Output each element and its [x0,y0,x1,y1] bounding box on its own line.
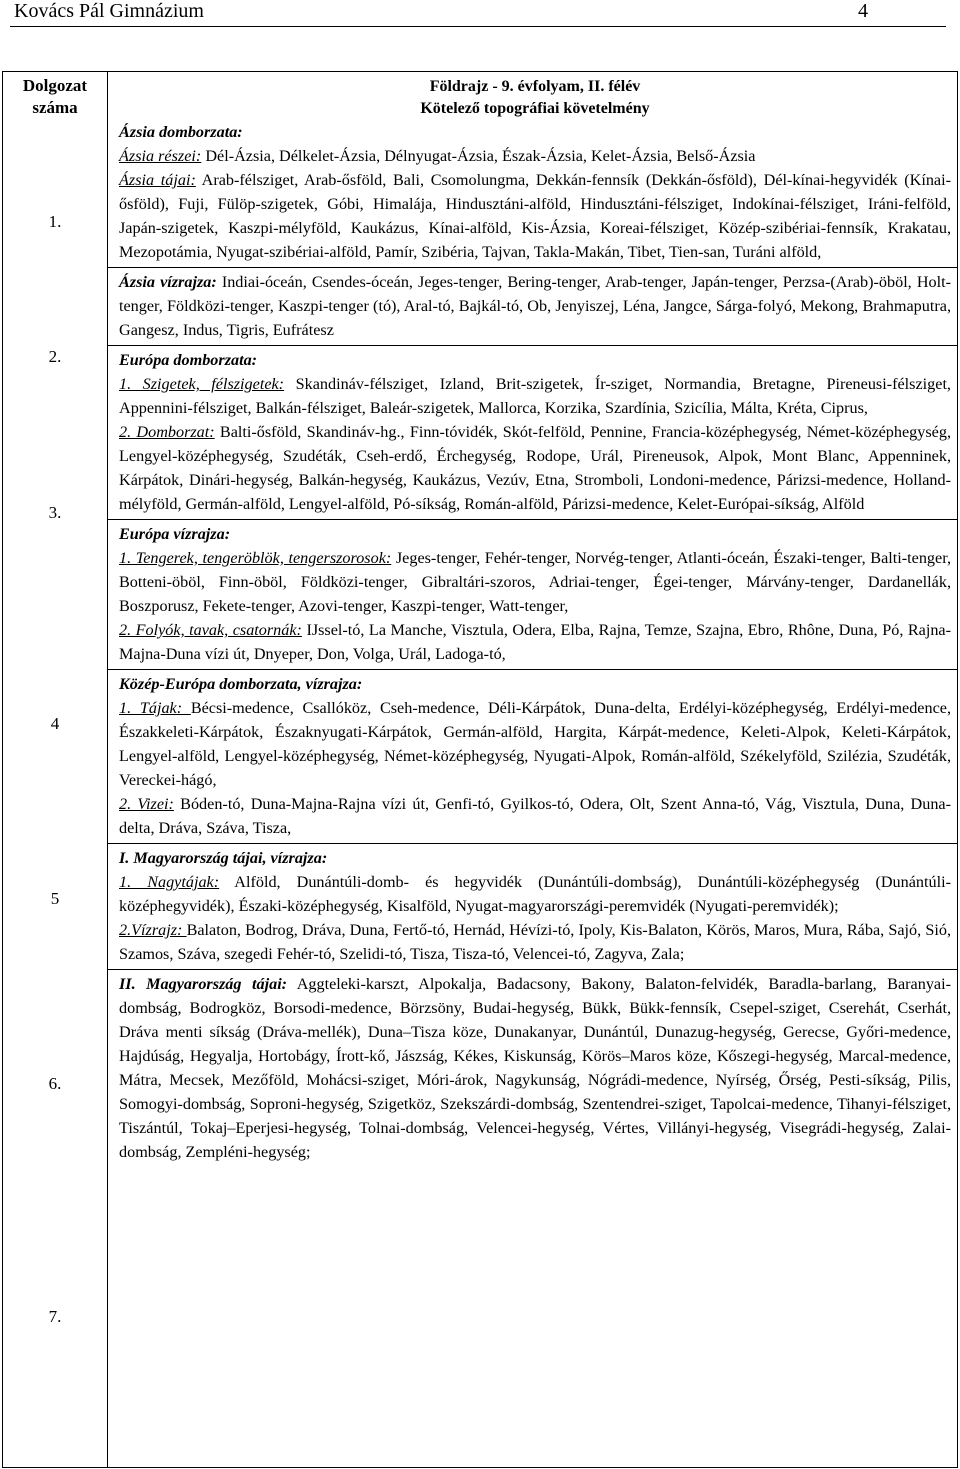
section-hungary-2 [119,972,951,1164]
europe-seas-text: Jeges-tenger, Fehér-tenger, Norvég-tenger, Atlanti-óceán, Északi-tenger, Balti-tenger, Botteni-öböl, Finn-öböl, Földközi-tenger, Gibraltári-szoros, Adriai-tenger, Égei-tenger, Márvány-tenger, Dardanellák, Boszporusz, Fekete-tenger, Azovi-tenger, Kaszpi-tenger, Watt-tenger, [119,549,951,615]
central-areas-text: Bécsi-medence, Csallóköz, Cseh-medence, Déli-Kárpátok, Duna-delta, Erdélyi-középhegység, Erdélyi-medence, Északkeleti-Kárpátok, Északnyugati-Kárpátok, Germán-alföld, Hargita, Kárpát-medence, Keleti-Alpok, Keleti-Kárpátok, Lengyel-alföld, Lengyel-középhegység, Német-középhegység, Nyugati-Alpok, Román-alföld, Székelyföld, Szilézia, Szudéták, Vereckei-hágó, [119,699,951,789]
divider [108,267,957,268]
hungary-2-text: Aggteleki-karszt, Alpokalja, Badacsony, Bakony, Balaton-felvidék, Baradla-barlang, Baranyai-dombság, Bodrogköz, Borsodi-medence, Börzsöny, Budai-hegység, Bükk, Bükk-fennsík, Csepel-sziget, Cserehát, Cserhát, Dráva menti síkság (Dráva-mellék), Duna–Tisza köze, Dunakanyar, Dunántúl, Dunazug-hegység, Gerecse, Győri-medence, Hajdúság, Hegyalja, Hortobágy, Írott-kő, Jászság, Kékes, Kiskunság, Körös–Maros köze, Kőszegi-hegység, Marcal-medence, Mátra, Mecsek, Mezőföld, Mohácsi-sziget, Móri-árok, Nagykunság, Nógrádi-medence, Nyírség, Őrség, Pesti-síkság, Pilis, Somogyi-dombság, Soproni-hegység, Szigetköz, Szekszárdi-dombság, Szentendrei-sziget, Tapolcai-medence, Tihanyi-félsziget, Tiszántúl, Tokaj–Eperjesi-hegység, Tolnai-dombság, Velencei-hegység, Vértes, Villányi-hegység, Visegrádi-hegység, Zalai-dombság, Zempléni-hegység; [119,975,951,1161]
page-header [10,0,946,27]
divider [108,969,957,970]
content-column [108,72,958,1468]
hungary-regions-text: Alföld, Dunántúli-domb- és hegyvidék (Dunántúli-dombság), Dunántúli-középhegység (Dunántúli-középhegyvidék), Északi-középhegység, Kisalföld, Nyugat-magyarországi-peremvidék (Nyugati-peremvidék); [119,873,951,915]
europe-rivers-label: 2. Folyók, tavak, csatornák: [119,621,302,639]
hungary-water-text: Balaton, Bodrog, Dráva, Duna, Fertő-tó, Hernád, Hévízi-tó, Ipoly, Kis-Balaton, Körös, Maros, Mura, Rába, Sajó, Sió, Szamos, Száva, szegedi Fehér-tó, Szelidi-tó, Tisza, Tisza-tó, Velencei-tó, Zagyva, Zala; [119,921,951,963]
asia-water-label: Ázsia vízrajza: [119,273,217,291]
europe-islands-text: Skandináv-félsziget, Izland, Brit-szigetek, Ír-sziget, Normandia, Bretagne, Pireneusi-félsziget, Appennini-félsziget, Balkán-félsziget, Baleár-szigetek, Mallorca, Korzika, Szardínia, Szicília, Málta, Kréta, Ciprus, [119,375,951,417]
test-number-7: 7. [48,1307,62,1326]
document-subtitle: Kötelező topográfiai követelmény [420,100,650,117]
test-number-6: 6. [48,1074,62,1093]
hungary-water-label: 2.Vízrajz: [119,921,187,939]
section-hungary-1 [119,846,951,966]
central-waters-text: Bóden-tó, Duna-Majna-Rajna vízi út, Genfi-tó, Gyilkos-tó, Odera, Olt, Szent Anna-tó, Vág, Visztula, Duna, Duna-delta, Dráva, Száva, Tisza, [119,795,951,837]
test-number-3: 3. [48,503,62,522]
section-europe-water [119,522,951,666]
divider [108,345,957,346]
test-number-1: 1. [48,212,62,231]
requirements-table [2,71,958,1468]
europe-relief-heading: Európa domborzata: [119,351,258,369]
asia-water-text: Indiai-óceán, Csendes-óceán, Jeges-tenger, Bering-tenger, Arab-tenger, Japán-tenger, Perzsa-(Arab)-öböl, Holt-tenger, Földközi-tenger, Kaszpi-tenger (tó), Aral-tó, Bajkál-tó, Ob, Jenyiszej, Léna, Jangce, Sárga-folyó, Mekong, Brahmaputra, Gangesz, Indus, Tigris, Eufrátesz [119,273,951,339]
europe-rivers-text: IJssel-tó, La Manche, Visztula, Odera, Elba, Rajna, Temze, Szajna, Ebro, Rhône, Duna, Pó, Rajna-Majna-Duna vízi út, Dnyeper, Don, Volga, Urál, Ladoga-tó, [119,621,951,663]
central-areas-label: 1. Tájak: [119,699,191,717]
asia-relief-heading: Ázsia domborzata: [119,123,243,141]
asia-parts-label: Ázsia részei: [119,147,202,165]
hungary-1-heading: I. Magyarország tájai, vízrajza: [119,849,328,867]
section-central-europe [119,672,951,840]
europe-relief-text: Balti-ősföld, Skandináv-hg., Finn-tóvidék, Skót-felföld, Pennine, Francia-középhegység, Német-középhegység, Lengyel-középhegység, Szudéták, Cseh-erdő, Érchegység, Rodope, Urál, Pireneusok, Alpok, Mont Blanc, Appenninek, Kárpátok, Dinári-hegység, Balkán-hegység, Kaukázus, Vezúv, Etna, Stromboli, Londoni-medence, Párizsi-medence, Holland-mélyföld, Germán-alföld, Lengyel-alföld, Pó-síkság, Román-alföld, Párizsi-medence, Kelet-Európai-síkság, Alföld [119,423,951,513]
hungary-regions-label: 1. Nagytájak: [119,873,220,891]
column-heading: Dolgozat száma [22,76,88,117]
asia-areas-label: Ázsia tájai: [119,171,196,189]
europe-seas-label: 1. Tengerek, tengeröblök, tengerszorosok: [119,549,392,567]
europe-islands-label: 1. Szigetek, félszigetek: [119,375,285,393]
test-number-5: 5 [50,889,60,908]
central-waters-label: 2. Vizei: [119,795,174,813]
europe-relief-label: 2. Domborzat: [119,423,215,441]
test-number-2: 2. [48,347,62,366]
section-europe-relief [119,348,951,516]
divider [108,669,957,670]
document-title: Földrajz - 9. évfolyam, II. félév [429,78,641,95]
section-asia-relief [119,120,951,264]
page-number: 4 [858,0,868,22]
divider [108,843,957,844]
central-europe-heading: Közép-Európa domborzata, vízrajza: [119,675,363,693]
test-number-4: 4 [50,714,60,733]
asia-areas-text: Arab-félsziget, Arab-ősföld, Bali, Csomolungma, Dekkán-fennsík (Dekkán-ősföld), Dél-kínai-hegyvidék (Kínai-ősföld), Fuji, Fülöp-szigetek, Góbi, Himalája, Hindusztáni-alföld, Hindusztáni-félsziget, Indokínai-félsziget, Iráni-felföld, Japán-szigetek, Kaszpi-mélyföld, Kaukázus, Kínai-alföld, Kis-Ázsia, Koreai-félsziget, Közép-szibériai-fennsík, Krakatau, Mezopotámia, Nyugat-szibériai-alföld, Pamír, Szibéria, Tajvan, Takla-Makán, Tibet, Tien-san, Turáni alföld, [119,171,952,261]
europe-water-heading: Európa vízrajza: [119,525,231,543]
divider [108,519,957,520]
asia-parts-text: Dél-Ázsia, Délkelet-Ázsia, Délnyugat-Ázsia, Észak-Ázsia, Kelet-Ázsia, Belső-Ázsia [201,147,756,165]
section-asia-water [119,270,951,342]
test-number-column [3,72,108,1468]
school-name: Kovács Pál Gimnázium [14,0,204,22]
hungary-2-label: II. Magyarország tájai: [119,975,288,993]
